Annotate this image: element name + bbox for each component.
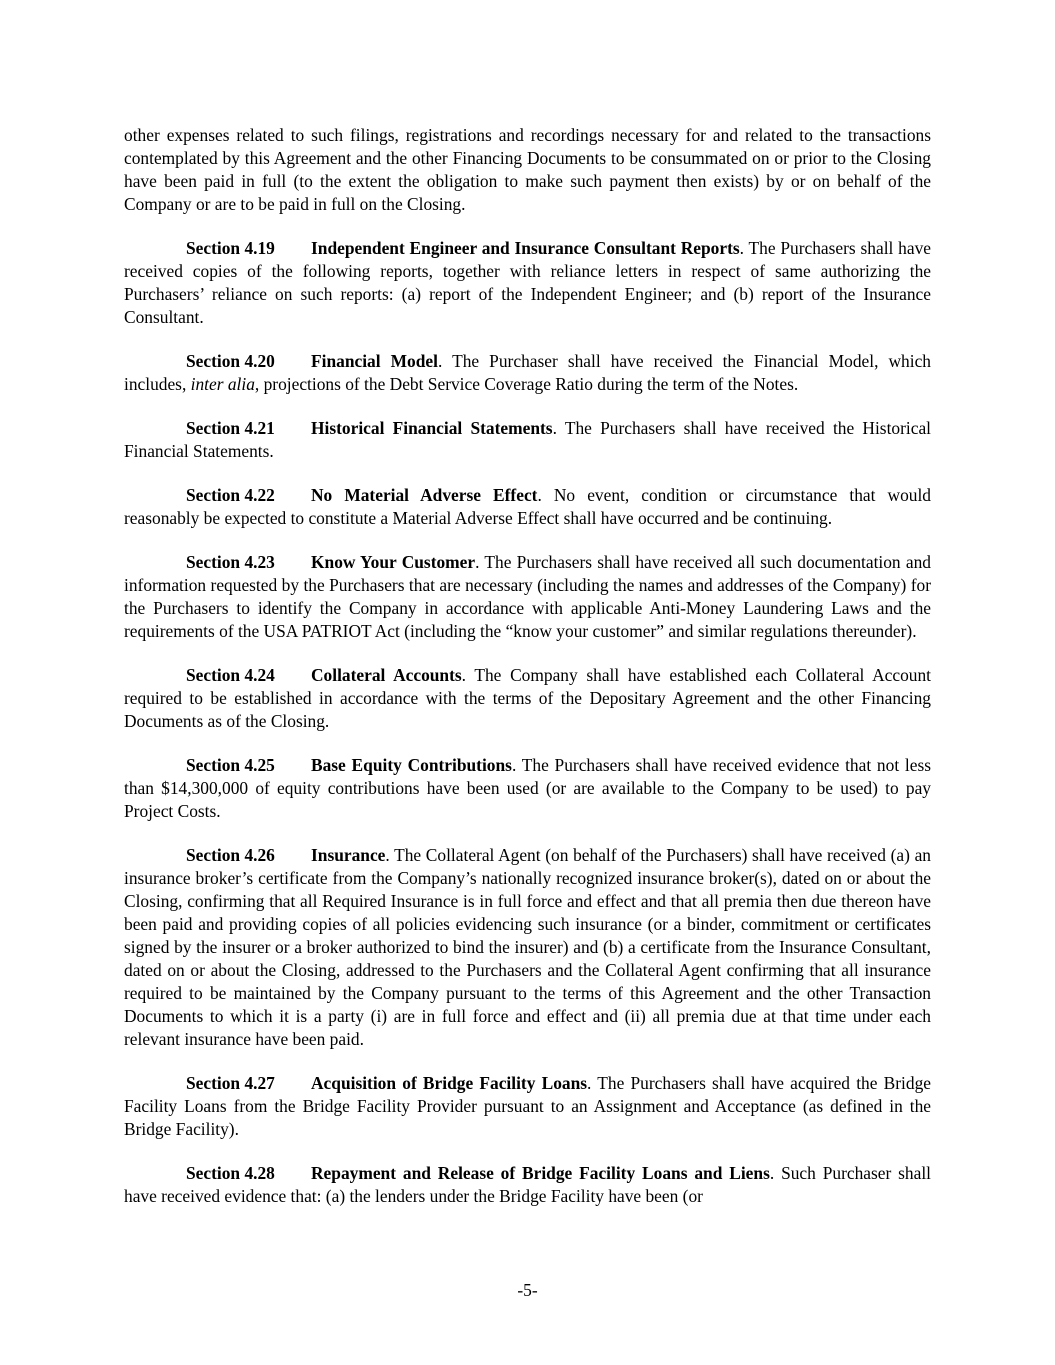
section-4-27 [124, 1072, 931, 1141]
section-number: Section 4.26 [186, 845, 275, 865]
document-body [124, 124, 931, 1229]
section-number: Section 4.20 [186, 351, 275, 371]
section-title: Base Equity Contributions [311, 755, 512, 775]
section-number: Section 4.28 [186, 1163, 275, 1183]
section-text: . The Purchasers shall have received the Historical Financial Statements. [124, 418, 931, 461]
section-title: Insurance [311, 845, 386, 865]
section-title: Repayment and Release of Bridge Facility Loans and Liens [311, 1163, 770, 1183]
section-number: Section 4.23 [186, 552, 275, 572]
section-title: No Material Adverse Effect [311, 485, 538, 505]
section-number: Section 4.27 [186, 1073, 275, 1093]
section-4-21 [124, 417, 931, 463]
section-text-continued: , projections of the Debt Service Coverage Ratio during the term of the Notes. [254, 374, 799, 394]
section-text: . The Company shall have established each Collateral Account required to be established in accordance with the terms of the Depositary Agreement and the other Financing Documents as of the Closing. [124, 665, 931, 731]
section-number: Section 4.24 [186, 665, 275, 685]
section-text: . The Purchasers shall have received all such documentation and information requested by the Purchasers that are necessary (including the names and addresses of the Company) for the Purchasers to identify the Company in accordance with applicable Anti-Money Laundering Laws and the requirements of the USA PATRIOT Act (including the “know your customer” and similar regulations thereunder). [124, 552, 931, 641]
section-number: Section 4.25 [186, 755, 275, 775]
section-text: . The Purchasers shall have received evidence that not less than $14,300,000 of equity contributions have been used (or are available to the Company to be used) to pay Project Costs. [124, 755, 932, 821]
section-title: Independent Engineer and Insurance Consultant Reports [311, 238, 740, 258]
section-4-26 [124, 844, 931, 1051]
section-text: . The Collateral Agent (on behalf of the Purchasers) shall have received (a) an insurance broker’s certificate from the Company’s nationally recognized insurance broker(s), dated on or about the Closing, confirming that all Required Insurance is in full force and effect and that all premia then due thereon have been paid and providing copies of all policies evidencing such insurance (or a binder, commitment or certificates signed by the insurer or a broker authorized to bind the insurer) and (b) a certificate from the Insurance Consultant, dated on or about the Closing, addressed to the Purchasers and the Collateral Agent confirming that all insurance required to be maintained by the Company pursuant to the terms of this Agreement and the other Transaction Documents to which it is a party (i) are in full force and effect and (ii) all premia due at that time under each relevant insurance have been paid. [124, 845, 931, 1049]
section-4-28 [124, 1162, 931, 1208]
section-text: . The Purchasers shall have acquired the Bridge Facility Loans from the Bridge Facility Provider pursuant to an Assignment and Acceptance (as defined in the Bridge Facility). [124, 1073, 931, 1139]
section-number: Section 4.21 [186, 418, 275, 438]
section-4-19 [124, 237, 931, 329]
section-text: . The Purchaser shall have received the Financial Model, which includes, [124, 351, 931, 394]
section-text: . No event, condition or circumstance that would reasonably be expected to constitute a Material Adverse Effect shall have occurred and be continuing. [124, 485, 931, 528]
section-number: Section 4.19 [186, 238, 275, 258]
section-number: Section 4.22 [186, 485, 275, 505]
section-text: . The Purchasers shall have received copies of the following reports, together with reliance letters in respect of same authorizing the Purchasers’ reliance on such reports: (a) report of the Independent Engineer; and (b) report of the Insurance Consultant. [124, 238, 931, 327]
section-4-25 [124, 754, 931, 823]
section-title: Historical Financial Statements [311, 418, 553, 438]
section-title: Financial Model [311, 351, 438, 371]
section-title: Know Your Customer [311, 552, 476, 572]
italic-term: inter alia [190, 374, 255, 394]
section-text: . Such Purchaser shall have received evidence that: (a) the lenders under the Bridge Facility have been (or [124, 1163, 932, 1206]
section-4-24 [124, 664, 931, 733]
intro-paragraph: other expenses related to such filings, registrations and recordings necessary for and related to the transactions contemplated by this Agreement and the other Financing Documents to be consummated on or prior to the Closing have been paid in full (to the extent the obligation to make such payment then exists) by or on behalf of the Company or are to be paid in full on the Closing. [124, 125, 931, 214]
section-4-23 [124, 551, 931, 643]
section-title: Acquisition of Bridge Facility Loans [311, 1073, 588, 1093]
section-title: Collateral Accounts [311, 665, 462, 685]
section-4-22 [124, 484, 931, 530]
section-4-20 [124, 350, 931, 396]
page-number: -5- [517, 1280, 538, 1300]
